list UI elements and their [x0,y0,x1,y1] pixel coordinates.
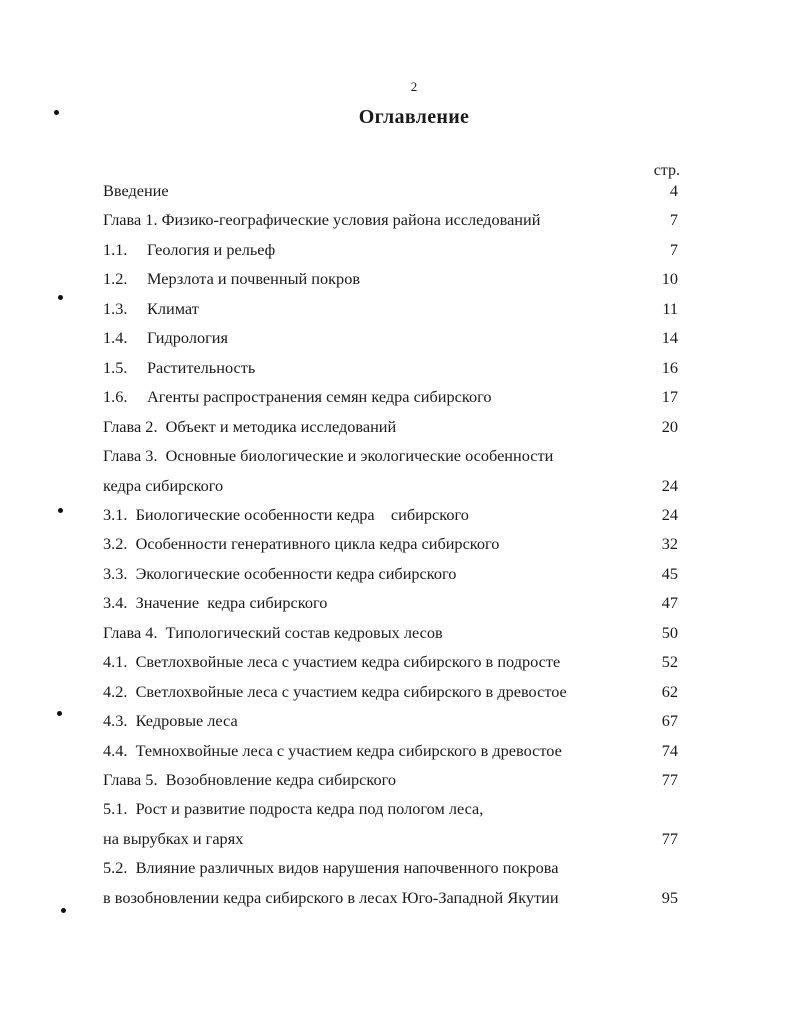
toc-entry-number: 1.2. [103,269,128,289]
toc-entry [103,623,678,643]
toc-entry-title: 4.3. Кедровые леса [103,711,238,731]
toc-entry-title: 3.4. Значение кедра сибирского [103,593,328,613]
scan-speck [58,508,63,513]
toc-entry-page: 24 [661,475,678,495]
toc-entry-title: Глава 4. Типологический состав кедровых лесов [103,622,443,642]
toc-entry-number: 1.4. [103,328,128,348]
toc-entry-page: 10 [661,269,678,289]
toc-entry [103,799,678,819]
toc-entry-title: Введение [103,181,169,200]
toc-entry-page: 20 [661,416,678,436]
toc-entry [103,299,678,319]
toc-entry [103,446,678,466]
toc-entry-page: 50 [661,622,678,642]
toc-entry-page: 52 [661,652,678,672]
toc-entry-number: 1.6. [103,387,128,407]
toc-entry-title: Гидрология [147,328,229,348]
toc-entry [103,387,678,407]
toc-entry-number: 1.3. [103,298,128,318]
toc-entry-page: 74 [661,740,678,760]
toc-entry [103,181,678,201]
toc-entry-title: Глава 3. Основные биологические и экологические особенности [103,446,554,466]
toc-entry [103,652,678,672]
toc-entry-number: 1.1. [103,239,128,259]
toc-entry-page: 16 [661,357,678,377]
toc-entry-page: 11 [662,298,678,318]
toc-entry-title: Агенты распространения семян кедра сибирского [147,387,492,407]
toc-entry-number: 1.5. [103,357,128,377]
toc-entry-page: 95 [661,887,678,907]
toc-entry-page: 7 [669,239,678,259]
toc-entry [103,210,678,230]
toc-entry-page: 24 [661,504,678,524]
toc-entry-page: 62 [661,681,678,701]
toc-entry-page: 77 [661,770,678,789]
toc-entry-title: Растительность [147,357,256,377]
toc-entry-title: 5.1. Рост и развитие подроста кедра под пологом леса, [103,799,484,819]
toc-entry-title: Глава 1. Физико-географические условия района исследований [103,210,541,230]
toc-entry [103,711,678,731]
toc-entry [103,888,678,908]
toc-entry-title: Климат [147,298,199,318]
toc-entry [103,269,678,289]
toc-entry-title: Геология и рельеф [147,239,276,259]
toc-entry [103,328,678,348]
page-number: 2 [410,79,418,94]
toc-entry-title: в возобновлении кедра сибирского в лесах Юго-Западной Якутии [103,887,559,907]
scan-speck [54,110,59,115]
toc-entry [103,564,678,584]
toc-entry-title: Мерзлота и почвенный покров [147,269,361,289]
toc-entry [103,682,678,702]
scan-speck [58,295,63,300]
toc-entry [103,505,678,525]
toc-entry-page: 7 [669,210,678,230]
toc-entry-page: 47 [661,593,678,613]
toc-entry [103,741,678,761]
toc-entry-page: 14 [661,328,678,348]
toc-entry-page: 67 [661,711,678,731]
toc-entry-title: на вырубках и гарях [103,828,244,848]
toc-entry [103,858,678,878]
toc-entry-page: 17 [661,387,678,407]
toc-entry [103,240,678,260]
toc-entry-title: 3.3. Экологические особенности кедра сибирского [103,563,457,583]
scan-speck [57,711,62,716]
page-title: Оглавление [358,106,470,128]
toc-entry-page: 45 [661,563,678,583]
toc-entry-title: 4.1. Светлохвойные леса с участием кедра сибирского в подросте [103,652,561,672]
toc-entry-title: 3.1. Биологические особенности кедра сибирского [103,504,469,524]
scan-speck [61,908,66,913]
toc-entry-title: 4.2. Светлохвойные леса с участием кедра сибирского в древостое [103,681,567,701]
toc-entry-page: 77 [661,828,678,848]
toc-entry [103,476,678,496]
toc-entry [103,770,678,790]
toc-entry [103,358,678,378]
toc-entry-page: 4 [669,181,678,200]
toc-entry [103,534,678,554]
toc-entry-title: Глава 5. Возобновление кедра сибирского [103,770,396,789]
pages-column-label: стр. [653,162,680,179]
toc-entry-page: 32 [661,534,678,554]
toc-entry [103,593,678,613]
toc-entry-title: кедра сибирского [103,475,224,495]
toc-entry-title: Глава 2. Объект и методика исследований [103,416,397,436]
toc-entry-title: 3.2. Особенности генеративного цикла кедра сибирского [103,534,500,554]
toc-entry-title: 5.2. Влияние различных видов нарушения напочвенного покрова [103,858,559,878]
toc-entry-title: 4.4. Темнохвойные леса с участием кедра сибирского в древостое [103,740,562,760]
toc-entry [103,417,678,437]
toc-entry [103,829,678,849]
